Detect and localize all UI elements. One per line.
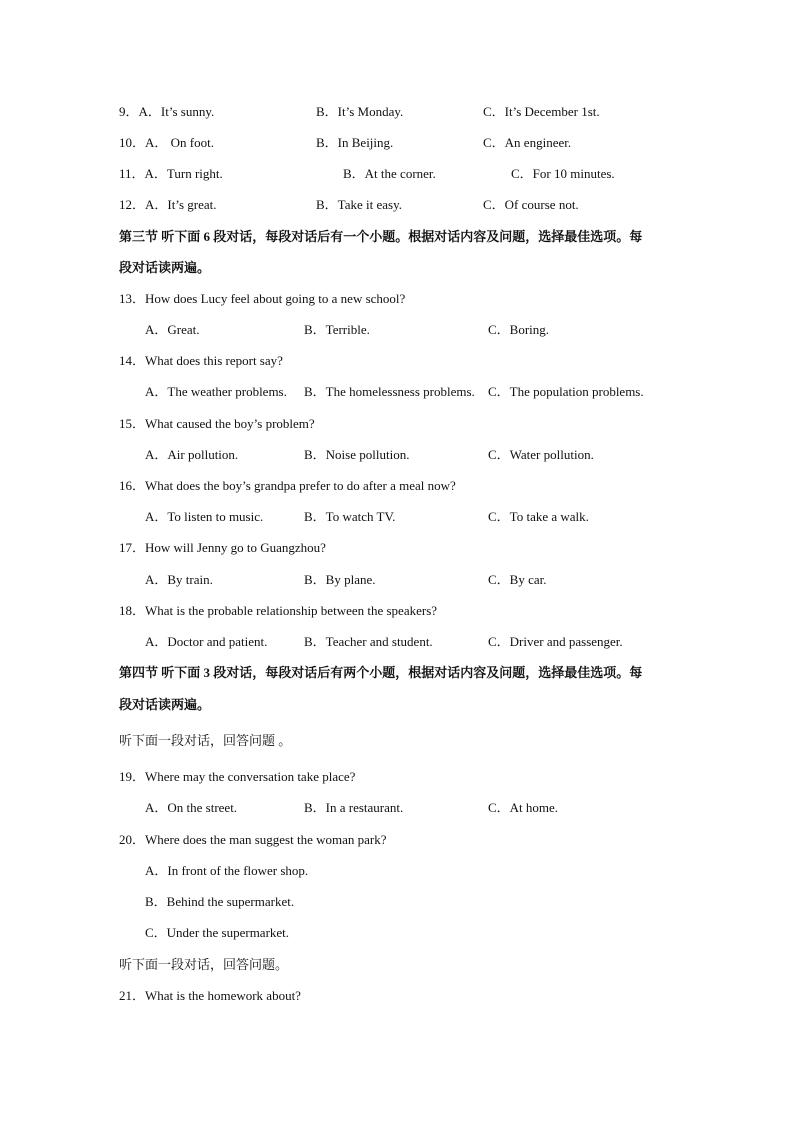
section-4-heading-line-2: 段对话读两遍。 xyxy=(119,697,211,712)
question-18-option-c: C．Driver and passenger. xyxy=(488,634,623,649)
section-3-heading-line-1: 第三节 听下面 6 段对话，每段对话后有一个小题。根据对话内容及问题，选择最佳选项。每 xyxy=(119,229,643,244)
question-16-option-b: B．To watch TV. xyxy=(304,509,396,524)
question-19-option-b: B．In a restaurant. xyxy=(304,800,404,815)
question-13: 13．How does Lucy feel about going to a new school? xyxy=(119,291,406,306)
item-12-option-c: C．Of course not. xyxy=(483,197,579,212)
question-17-option-a: A．By train. xyxy=(145,572,213,587)
listening-instruction-2: 听下面一段对话，回答问题。 xyxy=(119,957,289,972)
question-17: 17．How will Jenny go to Guangzhou? xyxy=(119,540,326,555)
question-14: 14．What does this report say? xyxy=(119,353,283,368)
question-20-option-a: A．In front of the flower shop. xyxy=(145,863,309,878)
item-number: 11． xyxy=(119,166,145,181)
question-20-option-b: B．Behind the supermarket. xyxy=(145,894,295,909)
question-18-option-a: A．Doctor and patient. xyxy=(145,634,268,649)
item-12 xyxy=(119,197,217,213)
item-11 xyxy=(119,166,223,182)
question-14-option-c: C．The population problems. xyxy=(488,384,644,399)
option-a: A．It’s sunny. xyxy=(138,104,215,119)
question-20-option-c: C．Under the supermarket. xyxy=(145,925,290,940)
section-4-heading-line-1: 第四节 听下面 3 段对话，每段对话后有两个小题，根据对话内容及问题，选择最佳选项。每 xyxy=(119,665,643,680)
item-10 xyxy=(119,135,214,151)
item-11-option-b: B．At the corner. xyxy=(343,166,436,181)
question-21: 21．What is the homework about? xyxy=(119,988,301,1003)
item-12-option-b: B．Take it easy. xyxy=(316,197,402,212)
question-17-option-b: B．By plane. xyxy=(304,572,376,587)
option-a: A．It’s great. xyxy=(145,197,217,212)
question-16-option-c: C．To take a walk. xyxy=(488,509,589,524)
question-15-option-b: B．Noise pollution. xyxy=(304,447,410,462)
item-11-option-c: C．For 10 minutes. xyxy=(511,166,615,181)
question-16-option-a: A．To listen to music. xyxy=(145,509,264,524)
question-19: 19．Where may the conversation take place? xyxy=(119,769,356,784)
item-9 xyxy=(119,104,214,120)
section-3-heading-line-2: 段对话读两遍。 xyxy=(119,260,211,275)
question-17-option-c: C．By car. xyxy=(488,572,547,587)
option-a: A． On foot. xyxy=(145,135,214,150)
question-19-option-c: C．At home. xyxy=(488,800,559,815)
question-20: 20．Where does the man suggest the woman park? xyxy=(119,832,387,847)
question-13-option-c: C．Boring. xyxy=(488,322,550,337)
question-16: 16．What does the boy’s grandpa prefer to do after a meal now? xyxy=(119,478,456,493)
question-14-option-b: B．The homelessness problems. xyxy=(304,384,475,399)
item-number: 9． xyxy=(119,104,139,119)
item-10-option-b: B．In Beijing. xyxy=(316,135,394,150)
item-10-option-c: C．An engineer. xyxy=(483,135,572,150)
listening-instruction-1: 听下面一段对话，回答问题 。 xyxy=(119,733,292,748)
option-a: A．Turn right. xyxy=(144,166,223,181)
item-number: 10． xyxy=(119,135,146,150)
question-15-option-c: C．Water pollution. xyxy=(488,447,594,462)
question-14-option-a: A．The weather problems. xyxy=(145,384,287,399)
question-13-option-b: B．Terrible. xyxy=(304,322,370,337)
question-15-option-a: A．Air pollution. xyxy=(145,447,239,462)
item-number: 12． xyxy=(119,197,146,212)
question-18-option-b: B．Teacher and student. xyxy=(304,634,433,649)
question-15: 15．What caused the boy’s problem? xyxy=(119,416,315,431)
item-9-option-b: B．It’s Monday. xyxy=(316,104,404,119)
question-19-option-a: A．On the street. xyxy=(145,800,238,815)
question-13-option-a: A．Great. xyxy=(145,322,200,337)
question-18: 18．What is the probable relationship between the speakers? xyxy=(119,603,438,618)
item-9-option-c: C．It’s December 1st. xyxy=(483,104,600,119)
